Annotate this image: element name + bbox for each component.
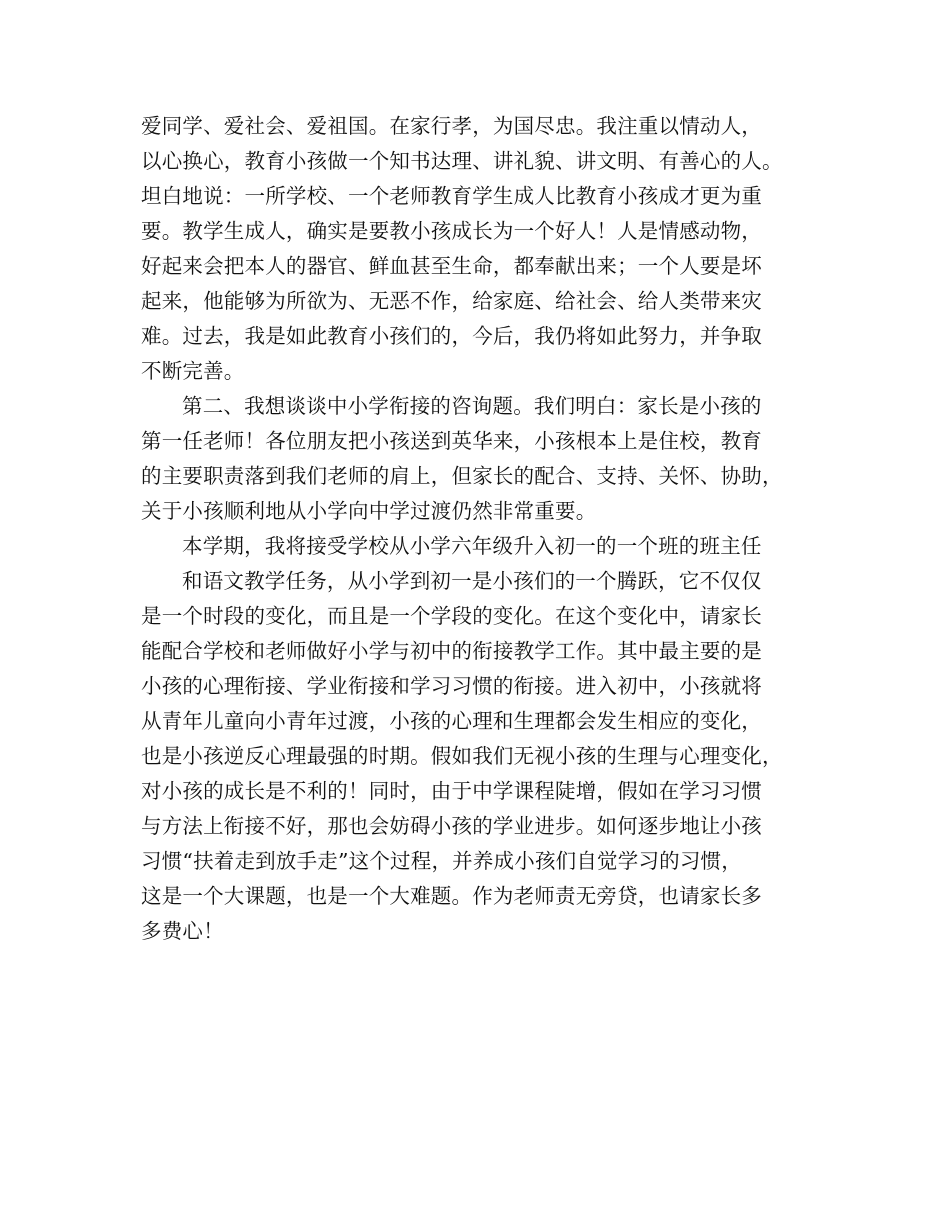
- paragraph-start-line: 本学期，我将接受学校从小学六年级升入初一的一个班的班主任: [182, 534, 762, 558]
- text-line: 的主要职责落到我们老师的肩上，但家长的配合、支持、关怀、协助，: [141, 464, 783, 488]
- text-line: 对小孩的成长是不利的！同时，由于中学课程陡增，假如在学习习惯: [141, 779, 762, 803]
- text-line: 第一任老师！各位朋友把小孩送到英华来，小孩根本上是住校，教育: [141, 429, 762, 453]
- text-line: 与方法上衔接不好，那也会妨碍小孩的学业进步。如何逐步地让小孩: [141, 814, 762, 838]
- paragraph-start-line: 第二、我想谈谈中小学衔接的咨询题。我们明白：家长是小孩的: [182, 394, 762, 418]
- text-line: 是一个时段的变化，而且是一个学段的变化。在这个变化中，请家长: [141, 604, 762, 628]
- text-line: 爱同学、爱社会、爱祖国。在家行孝，为国尽忠。我注重以情动人，: [141, 114, 762, 138]
- text-line: 从青年儿童向小青年过渡，小孩的心理和生理都会发生相应的变化，: [141, 709, 762, 733]
- text-line: 小孩的心理衔接、学业衔接和学习习惯的衔接。进入初中，小孩就将: [141, 674, 762, 698]
- text-line-indented: 和语文教学任务，从小学到初一是小孩们的一个腾跃，它不仅仅: [182, 569, 762, 593]
- text-line: 好起来会把本人的器官、鲜血甚至生命，都奉献出来；一个人要是坏: [141, 254, 762, 278]
- body-text: [141, 109, 841, 949]
- text-line: 坦白地说：一所学校、一个老师教育学生成人比教育小孩成才更为重: [141, 184, 762, 208]
- text-line: 要。教学生成人，确实是要教小孩成长为一个好人！人是情感动物，: [141, 219, 762, 243]
- text-line: 多费心！: [141, 919, 224, 943]
- text-line: 能配合学校和老师做好小学与初中的衔接教学工作。其中最主要的是: [141, 639, 762, 663]
- text-line: 习惯“扶着走到放手走”这个过程，并养成小孩们自觉学习的习惯，: [141, 849, 742, 873]
- text-line: 这是一个大课题，也是一个大难题。作为老师责无旁贷，也请家长多: [141, 884, 762, 908]
- text-line: 难。过去，我是如此教育小孩们的，今后，我仍将如此努力，并争取: [141, 324, 762, 348]
- text-line: 起来，他能够为所欲为、无恶不作，给家庭、给社会、给人类带来灾: [141, 289, 762, 313]
- text-line: 也是小孩逆反心理最强的时期。假如我们无视小孩的生理与心理变化，: [141, 744, 783, 768]
- text-line: 以心换心，教育小孩做一个知书达理、讲礼貌、讲文明、有善心的人。: [141, 149, 783, 173]
- text-line: 不断完善。: [141, 359, 245, 383]
- text-line: 关于小孩顺利地从小学向中学过渡仍然非常重要。: [141, 499, 597, 523]
